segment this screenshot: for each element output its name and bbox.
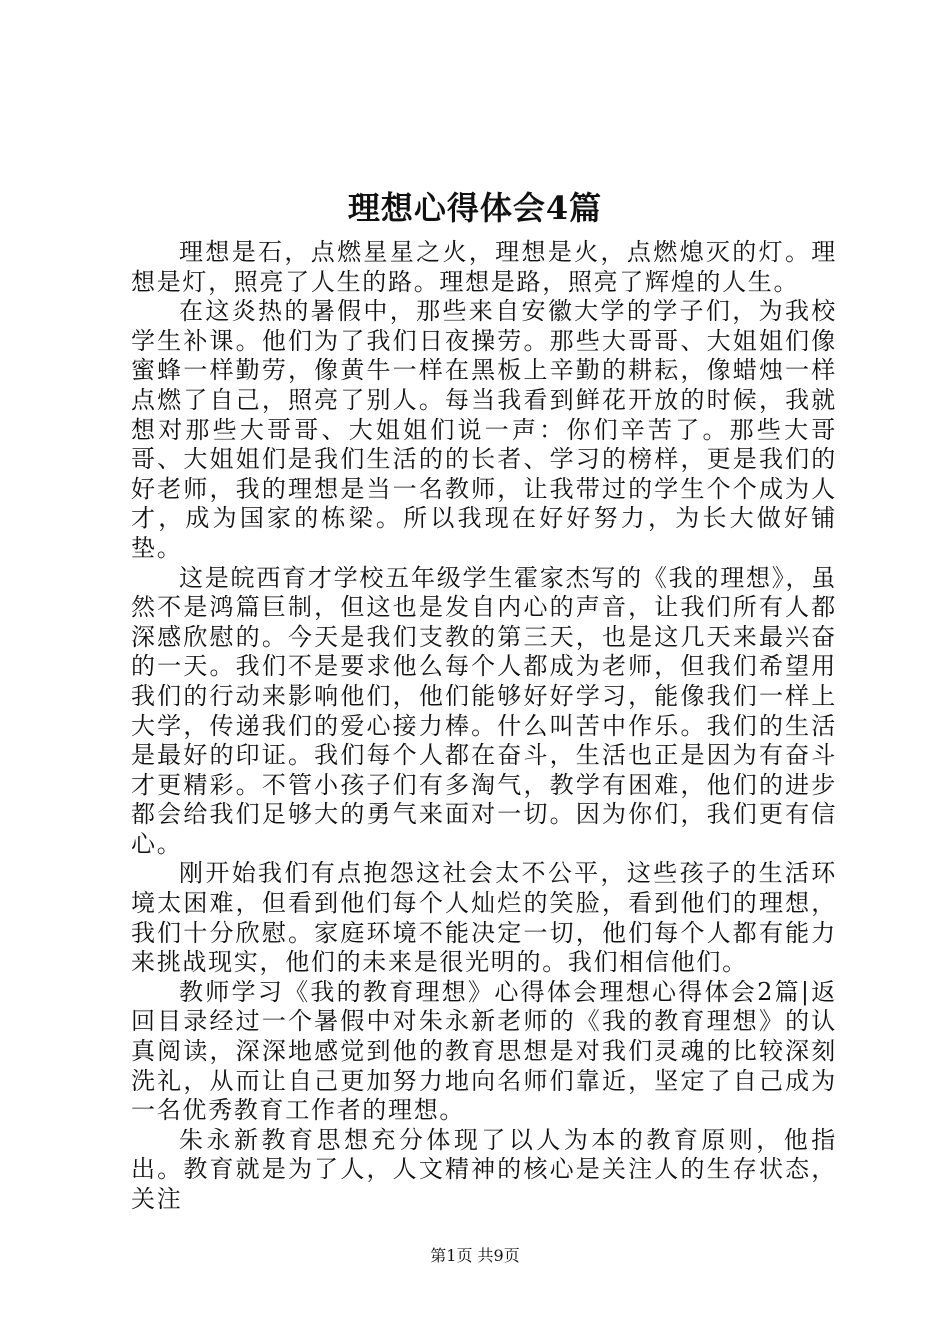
paragraph: 在这炎热的暑假中，那些来自安徽大学的学子们，为我校学生补课。他们为了我们日夜操劳。那些大哥哥、大姐姐们像蜜蜂一样勤劳，像黄牛一样在黑板上辛勤的耕耘，像蜡烛一样点燃了自己，照亮了别人。每当我看到鲜花开放的时候，我就想对那些大哥哥、大姐姐们说一声：你们辛苦了。那些大哥哥、大姐姐们是我们生活的的长者、学习的榜样，更是我们的好老师，我的理想是当一名教师，让我带过的学生个个成为人才，成为国家的栋梁。所以我现在好好努力，为长大做好铺垫。: [131, 297, 837, 562]
paragraph: 刚开始我们有点抱怨这社会太不公平，这些孩子的生活环境太困难，但看到他们每个人灿烂的笑脸，看到他们的理想，我们十分欣慰。家庭环境不能决定一切，他们每个人都有能力来挑战现实，他们的未来是很光明的。我们相信他们。: [131, 859, 837, 977]
document-body: [131, 238, 837, 1215]
paragraph: 这是皖西育才学校五年级学生霍家杰写的《我的理想》，虽然不是鸿篇巨制，但这也是发自内心的声音，让我们所有人都深感欣慰的。今天是我们支教的第三天，也是这几天来最兴奋的一天。我们不是要求他么每个人都成为老师，但我们希望用我们的行动来影响他们，他们能够好好学习，能像我们一样上大学，传递我们的爱心接力棒。什么叫苦中作乐。我们的生活是最好的印证。我们每个人都在奋斗，生活也正是因为有奋斗才更精彩。不管小孩子们有多淘气，教学有困难，他们的进步都会给我们足够大的勇气来面对一切。因为你们，我们更有信心。: [131, 563, 837, 858]
document-title: 理想心得体会4篇: [347, 189, 603, 227]
paragraph: 理想是石，点燃星星之火，理想是火，点燃熄灭的灯。理想是灯，照亮了人生的路。理想是路，照亮了辉煌的人生。: [131, 238, 837, 296]
paragraph: 朱永新教育思想充分体现了以人为本的教育原则，他指出。教育就是为了人，人文精神的核心是关注人的生存状态，关注: [131, 1125, 837, 1213]
paragraph: 教师学习《我的教育理想》心得体会理想心得体会2篇|返回目录经过一个暑假中对朱永新老师的《我的教育理想》的认真阅读，深深地感觉到他的教育思想是对我们灵魂的比较深刻洗礼，从而让自己更加努力地向名师们靠近，坚定了自己成为一名优秀教育工作者的理想。: [131, 977, 837, 1125]
page-footer: 第1页 共9页: [430, 1246, 520, 1265]
